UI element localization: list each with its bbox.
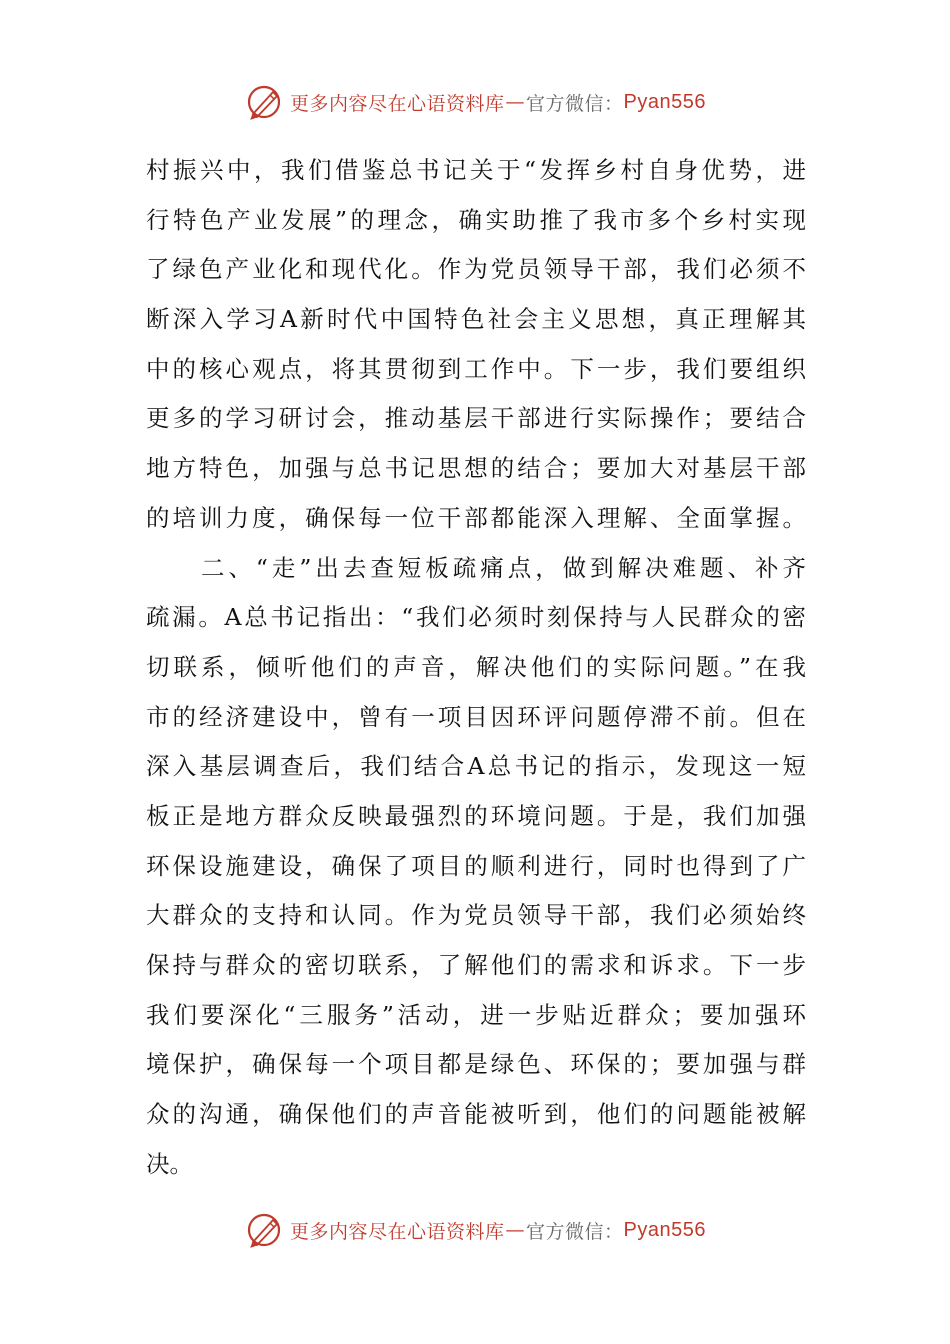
text-line: 断深入学习A新时代中国特色社会主义思想，真正理解其 bbox=[146, 305, 806, 334]
header-watermark bbox=[0, 80, 950, 124]
text-line: 境保护，确保每一个项目都是绿色、环保的；要加强与群 bbox=[146, 1050, 806, 1079]
text-line: 了绿色产业化和现代化。作为党员领导干部，我们必须不 bbox=[146, 255, 806, 284]
text-line: 中的核心观点，将其贯彻到工作中。下一步，我们要组织 bbox=[146, 354, 806, 383]
pen-logo-icon bbox=[244, 1210, 284, 1250]
pen-logo-icon bbox=[244, 82, 284, 122]
text-line: 我们要深化“三服务”活动，进一步贴近群众；要加强环 bbox=[146, 1000, 806, 1029]
text-line: 众的沟通，确保他们的声音能被听到，他们的问题能被解 bbox=[146, 1100, 806, 1129]
footer-watermark bbox=[0, 1208, 950, 1252]
document-body bbox=[146, 146, 806, 1189]
header-wechat-account: Pyan556 bbox=[623, 90, 706, 113]
text-line: 板正是地方群众反映最强烈的环境问题。于是，我们加强 bbox=[146, 801, 806, 830]
text-line: 大群众的支持和认同。作为党员领导干部，我们必须始终 bbox=[146, 901, 806, 930]
footer-dash: — bbox=[505, 1219, 526, 1241]
text-line: 环保设施建设，确保了项目的顺利进行，同时也得到了广 bbox=[146, 851, 806, 880]
header-brand-text: 更多内容尽在心语资料库 bbox=[290, 92, 505, 115]
text-line: 的培训力度，确保每一位干部都能深入理解、全面掌握。 bbox=[146, 503, 806, 532]
text-line: 地方特色，加强与总书记思想的结合；要加大对基层干部 bbox=[146, 454, 806, 483]
footer-wechat-account: Pyan556 bbox=[623, 1218, 706, 1241]
text-line: 疏漏。A总书记指出：“我们必须时刻保持与人民群众的密 bbox=[146, 603, 806, 632]
text-line: 保持与群众的密切联系，了解他们的需求和诉求。下一步 bbox=[146, 951, 806, 979]
text-line: 村振兴中，我们借鉴总书记关于“发挥乡村自身优势，进 bbox=[146, 156, 806, 184]
footer-brand-text: 更多内容尽在心语资料库 bbox=[290, 1220, 505, 1243]
header-wechat-label: 官方微信： bbox=[526, 92, 624, 115]
text-line: 二、“走”出去查短板疏痛点，做到解决难题、补齐 bbox=[146, 553, 806, 582]
text-line: 更多的学习研讨会，推动基层干部进行实际操作；要结合 bbox=[146, 404, 806, 433]
text-line: 行特色产业发展”的理念，确实助推了我市多个乡村实现 bbox=[146, 205, 806, 234]
header-dash: — bbox=[505, 91, 526, 113]
text-line: 市的经济建设中，曾有一项目因环评问题停滞不前。但在 bbox=[146, 702, 806, 731]
text-line: 决。 bbox=[146, 1149, 193, 1178]
text-line: 切联系，倾听他们的声音，解决他们的实际问题。”在我 bbox=[146, 652, 806, 681]
footer-wechat-label: 官方微信： bbox=[526, 1220, 624, 1243]
text-line: 深入基层调查后，我们结合A总书记的指示，发现这一短 bbox=[146, 752, 806, 781]
